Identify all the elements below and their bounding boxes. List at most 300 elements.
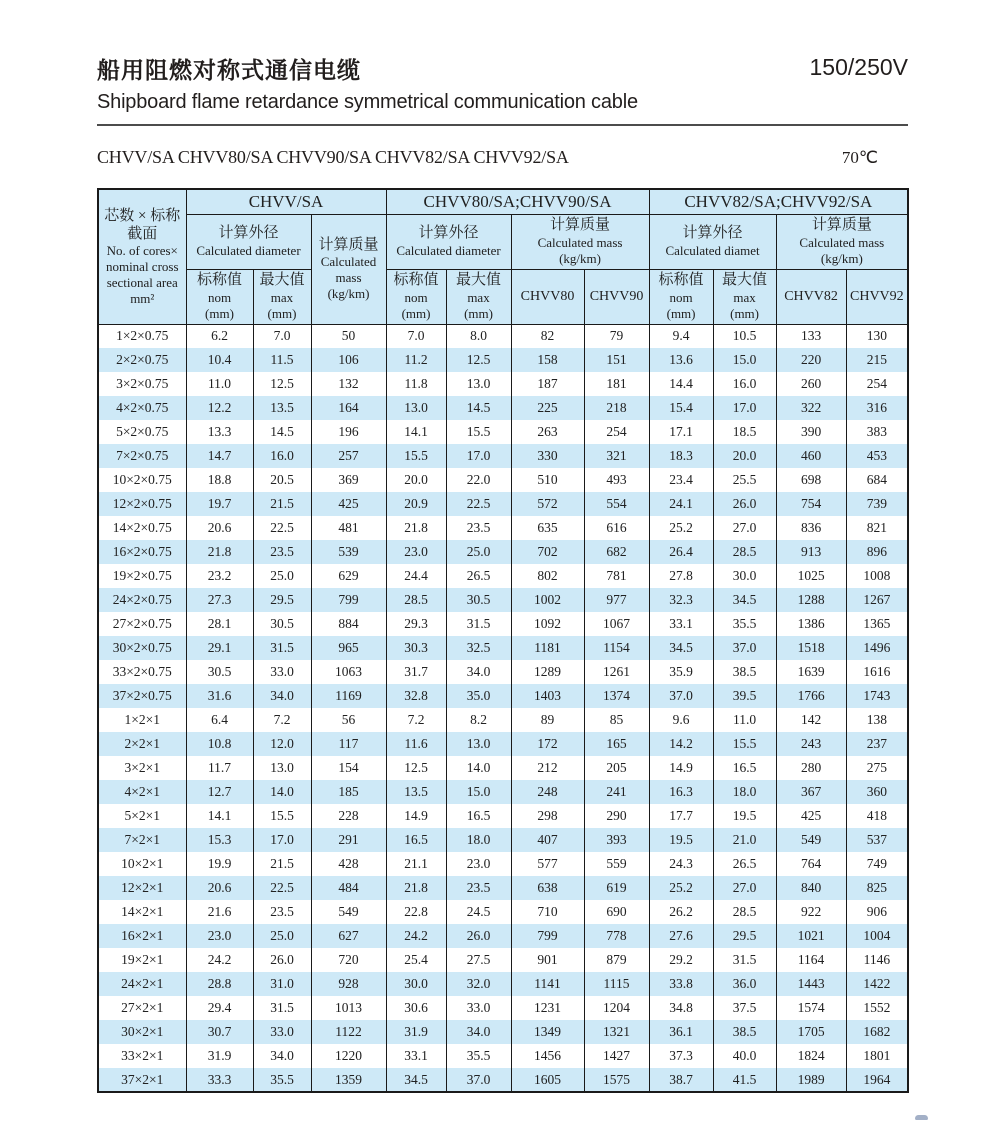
table-cell: 537 bbox=[846, 828, 908, 852]
col-header-max-3 bbox=[713, 269, 776, 324]
table-cell: 23.2 bbox=[186, 564, 253, 588]
row-label: 30×2×0.75 bbox=[98, 636, 186, 660]
table-cell: 36.0 bbox=[713, 972, 776, 996]
table-cell: 218 bbox=[584, 396, 649, 420]
table-cell: 27.5 bbox=[446, 948, 511, 972]
table-cell: 212 bbox=[511, 756, 584, 780]
table-cell: 577 bbox=[511, 852, 584, 876]
table-cell: 23.5 bbox=[446, 876, 511, 900]
nom-1-zh: 标称值 bbox=[196, 272, 242, 289]
table-cell: 1705 bbox=[776, 1020, 846, 1044]
table-cell: 25.2 bbox=[649, 876, 713, 900]
row-label: 30×2×1 bbox=[98, 1020, 186, 1044]
table-row bbox=[98, 348, 908, 372]
table-cell: 31.6 bbox=[186, 684, 253, 708]
unit-header-row bbox=[98, 269, 908, 324]
table-cell: 25.2 bbox=[649, 516, 713, 540]
table-cell: 8.2 bbox=[446, 708, 511, 732]
table-cell: 13.3 bbox=[186, 420, 253, 444]
table-cell: 12.2 bbox=[186, 396, 253, 420]
table-cell: 158 bbox=[511, 348, 584, 372]
table-cell: 6.2 bbox=[186, 324, 253, 348]
table-cell: 12.7 bbox=[186, 780, 253, 804]
table-cell: 138 bbox=[846, 708, 908, 732]
table-cell: 840 bbox=[776, 876, 846, 900]
table-cell: 1766 bbox=[776, 684, 846, 708]
table-cell: 1386 bbox=[776, 612, 846, 636]
table-cell: 35.5 bbox=[446, 1044, 511, 1068]
row-label: 3×2×1 bbox=[98, 756, 186, 780]
table-cell: 19.7 bbox=[186, 492, 253, 516]
table-cell: 275 bbox=[846, 756, 908, 780]
table-cell: 28.8 bbox=[186, 972, 253, 996]
table-cell: 21.1 bbox=[386, 852, 446, 876]
table-cell: 22.5 bbox=[253, 876, 311, 900]
row-label: 1×2×1 bbox=[98, 708, 186, 732]
table-cell: 720 bbox=[311, 948, 386, 972]
max-3-en: max bbox=[733, 289, 756, 305]
nom-2-unit: (mm) bbox=[401, 305, 431, 321]
table-cell: 572 bbox=[511, 492, 584, 516]
table-row bbox=[98, 852, 908, 876]
row-label: 1×2×0.75 bbox=[98, 324, 186, 348]
row-label: 19×2×1 bbox=[98, 948, 186, 972]
table-cell: 16.0 bbox=[253, 444, 311, 468]
table-row bbox=[98, 564, 908, 588]
table-cell: 1204 bbox=[584, 996, 649, 1020]
table-cell: 15.0 bbox=[713, 348, 776, 372]
table-cell: 237 bbox=[846, 732, 908, 756]
table-cell: 165 bbox=[584, 732, 649, 756]
table-cell: 36.1 bbox=[649, 1020, 713, 1044]
table-cell: 1002 bbox=[511, 588, 584, 612]
table-cell: 20.6 bbox=[186, 516, 253, 540]
table-cell: 428 bbox=[311, 852, 386, 876]
max-2-zh: 最大值 bbox=[456, 272, 502, 289]
col-header-chvv92: CHVV92 bbox=[846, 269, 908, 324]
table-cell: 12.5 bbox=[446, 348, 511, 372]
row-label: 7×2×1 bbox=[98, 828, 186, 852]
table-cell: 1122 bbox=[311, 1020, 386, 1044]
table-cell: 1115 bbox=[584, 972, 649, 996]
table-cell: 1349 bbox=[511, 1020, 584, 1044]
table-cell: 248 bbox=[511, 780, 584, 804]
table-cell: 1063 bbox=[311, 660, 386, 684]
table-cell: 22.5 bbox=[253, 516, 311, 540]
table-cell: 291 bbox=[311, 828, 386, 852]
table-cell: 781 bbox=[584, 564, 649, 588]
table-cell: 23.5 bbox=[253, 540, 311, 564]
table-cell: 14.0 bbox=[253, 780, 311, 804]
table-cell: 906 bbox=[846, 900, 908, 924]
table-cell: 13.5 bbox=[253, 396, 311, 420]
table-cell: 484 bbox=[311, 876, 386, 900]
mass-3-zh: 计算质量 bbox=[811, 217, 872, 234]
mass-1-en-line1: Calculated bbox=[320, 254, 377, 270]
table-cell: 15.5 bbox=[386, 444, 446, 468]
table-cell: 181 bbox=[584, 372, 649, 396]
table-cell: 698 bbox=[776, 468, 846, 492]
table-cell: 18.0 bbox=[713, 780, 776, 804]
table-cell: 23.0 bbox=[186, 924, 253, 948]
table-cell: 19.9 bbox=[186, 852, 253, 876]
row-label: 5×2×0.75 bbox=[98, 420, 186, 444]
row-label: 27×2×0.75 bbox=[98, 612, 186, 636]
table-cell: 34.0 bbox=[253, 684, 311, 708]
table-row bbox=[98, 1044, 908, 1068]
table-cell: 453 bbox=[846, 444, 908, 468]
table-cell: 12.0 bbox=[253, 732, 311, 756]
col-header-nom-3 bbox=[649, 269, 713, 324]
diameter-1-zh: 计算外径 bbox=[218, 225, 279, 242]
table-cell: 11.8 bbox=[386, 372, 446, 396]
table-row bbox=[98, 324, 908, 348]
table-cell: 10.4 bbox=[186, 348, 253, 372]
table-cell: 24.2 bbox=[186, 948, 253, 972]
cores-area-unit: mm² bbox=[130, 290, 155, 306]
table-cell: 764 bbox=[776, 852, 846, 876]
table-cell: 24.5 bbox=[446, 900, 511, 924]
table-cell: 425 bbox=[776, 804, 846, 828]
table-cell: 22.5 bbox=[446, 492, 511, 516]
table-cell: 1616 bbox=[846, 660, 908, 684]
table-cell: 16.5 bbox=[446, 804, 511, 828]
table-cell: 1964 bbox=[846, 1068, 908, 1092]
row-label: 4×2×1 bbox=[98, 780, 186, 804]
table-cell: 31.9 bbox=[186, 1044, 253, 1068]
table-row bbox=[98, 708, 908, 732]
table-cell: 559 bbox=[584, 852, 649, 876]
table-cell: 15.5 bbox=[446, 420, 511, 444]
table-cell: 481 bbox=[311, 516, 386, 540]
table-cell: 14.2 bbox=[649, 732, 713, 756]
table-cell: 1496 bbox=[846, 636, 908, 660]
table-cell: 263 bbox=[511, 420, 584, 444]
table-cell: 254 bbox=[846, 372, 908, 396]
table-cell: 82 bbox=[511, 324, 584, 348]
table-cell: 778 bbox=[584, 924, 649, 948]
table-cell: 1422 bbox=[846, 972, 908, 996]
table-cell: 154 bbox=[311, 756, 386, 780]
diameter-2-en: Calculated diameter bbox=[396, 242, 501, 258]
table-cell: 30.5 bbox=[186, 660, 253, 684]
table-cell: 616 bbox=[584, 516, 649, 540]
table-cell: 393 bbox=[584, 828, 649, 852]
table-cell: 690 bbox=[584, 900, 649, 924]
table-cell: 27.0 bbox=[713, 876, 776, 900]
table-cell: 151 bbox=[584, 348, 649, 372]
table-cell: 280 bbox=[776, 756, 846, 780]
table-cell: 26.2 bbox=[649, 900, 713, 924]
table-cell: 10.8 bbox=[186, 732, 253, 756]
table-cell: 28.5 bbox=[386, 588, 446, 612]
table-cell: 1518 bbox=[776, 636, 846, 660]
table-cell: 16.3 bbox=[649, 780, 713, 804]
row-label: 14×2×0.75 bbox=[98, 516, 186, 540]
table-cell: 836 bbox=[776, 516, 846, 540]
table-cell: 25.0 bbox=[253, 924, 311, 948]
table-cell: 30.0 bbox=[386, 972, 446, 996]
cores-area-en-line3: sectional area bbox=[106, 275, 178, 291]
table-cell: 977 bbox=[584, 588, 649, 612]
table-cell: 29.3 bbox=[386, 612, 446, 636]
table-cell: 22.0 bbox=[446, 468, 511, 492]
table-cell: 38.5 bbox=[713, 1020, 776, 1044]
table-cell: 825 bbox=[846, 876, 908, 900]
diameter-1-en: Calculated diameter bbox=[196, 242, 301, 258]
table-cell: 30.0 bbox=[713, 564, 776, 588]
row-label: 3×2×0.75 bbox=[98, 372, 186, 396]
table-cell: 407 bbox=[511, 828, 584, 852]
table-cell: 30.5 bbox=[446, 588, 511, 612]
table-cell: 14.9 bbox=[386, 804, 446, 828]
nom-1-unit: (mm) bbox=[205, 305, 234, 321]
table-cell: 38.7 bbox=[649, 1068, 713, 1092]
col-header-mass-2 bbox=[511, 214, 649, 269]
mass-1-unit: (kg/km) bbox=[327, 286, 370, 302]
table-cell: 629 bbox=[311, 564, 386, 588]
table-cell: 21.5 bbox=[253, 492, 311, 516]
row-label: 10×2×1 bbox=[98, 852, 186, 876]
table-row bbox=[98, 612, 908, 636]
table-cell: 1181 bbox=[511, 636, 584, 660]
table-cell: 15.5 bbox=[713, 732, 776, 756]
table-cell: 32.0 bbox=[446, 972, 511, 996]
table-cell: 1092 bbox=[511, 612, 584, 636]
table-cell: 27.0 bbox=[713, 516, 776, 540]
table-cell: 225 bbox=[511, 396, 584, 420]
table-cell: 85 bbox=[584, 708, 649, 732]
table-cell: 241 bbox=[584, 780, 649, 804]
table-cell: 1154 bbox=[584, 636, 649, 660]
table-cell: 739 bbox=[846, 492, 908, 516]
table-cell: 33.1 bbox=[386, 1044, 446, 1068]
table-cell: 29.1 bbox=[186, 636, 253, 660]
table-cell: 21.0 bbox=[713, 828, 776, 852]
row-label: 14×2×1 bbox=[98, 900, 186, 924]
table-cell: 28.1 bbox=[186, 612, 253, 636]
table-cell: 510 bbox=[511, 468, 584, 492]
table-cell: 35.5 bbox=[713, 612, 776, 636]
col-header-diameter-1 bbox=[186, 214, 311, 269]
table-cell: 79 bbox=[584, 324, 649, 348]
table-cell: 164 bbox=[311, 396, 386, 420]
table-cell: 29.4 bbox=[186, 996, 253, 1020]
table-cell: 133 bbox=[776, 324, 846, 348]
table-cell: 13.0 bbox=[253, 756, 311, 780]
table-cell: 257 bbox=[311, 444, 386, 468]
title-divider bbox=[97, 124, 908, 126]
mass-3-unit: (kg/km) bbox=[820, 250, 863, 266]
nom-1-en: nom bbox=[207, 289, 232, 305]
table-cell: 11.7 bbox=[186, 756, 253, 780]
max-1-unit: (mm) bbox=[267, 305, 297, 321]
table-cell: 7.2 bbox=[253, 708, 311, 732]
spec-table-head bbox=[98, 189, 908, 324]
table-cell: 702 bbox=[511, 540, 584, 564]
page-title-zh: 船用阻燃对称式通信电缆 bbox=[97, 57, 361, 83]
table-cell: 13.0 bbox=[446, 732, 511, 756]
col-header-mass-1 bbox=[311, 214, 386, 324]
table-cell: 1146 bbox=[846, 948, 908, 972]
table-cell: 928 bbox=[311, 972, 386, 996]
table-cell: 1267 bbox=[846, 588, 908, 612]
table-cell: 21.8 bbox=[186, 540, 253, 564]
table-cell: 24.3 bbox=[649, 852, 713, 876]
mass-3-en: Calculated mass bbox=[799, 234, 885, 250]
table-cell: 260 bbox=[776, 372, 846, 396]
table-cell: 27.6 bbox=[649, 924, 713, 948]
page-marker-dot bbox=[915, 1115, 928, 1120]
table-cell: 89 bbox=[511, 708, 584, 732]
table-cell: 6.4 bbox=[186, 708, 253, 732]
table-cell: 619 bbox=[584, 876, 649, 900]
table-cell: 367 bbox=[776, 780, 846, 804]
table-cell: 684 bbox=[846, 468, 908, 492]
row-label: 37×2×0.75 bbox=[98, 684, 186, 708]
row-label: 10×2×0.75 bbox=[98, 468, 186, 492]
diameter-3-zh: 计算外径 bbox=[682, 225, 743, 242]
nom-2-en: nom bbox=[404, 289, 428, 305]
table-cell: 1220 bbox=[311, 1044, 386, 1068]
table-cell: 635 bbox=[511, 516, 584, 540]
table-cell: 30.3 bbox=[386, 636, 446, 660]
title-block bbox=[97, 52, 638, 114]
table-cell: 37.0 bbox=[446, 1068, 511, 1092]
table-cell: 130 bbox=[846, 324, 908, 348]
page-title-en: Shipboard flame retardance symmetrical communication cable bbox=[97, 91, 638, 113]
col-header-chvv80: CHVV80 bbox=[511, 269, 584, 324]
table-cell: 710 bbox=[511, 900, 584, 924]
table-cell: 1013 bbox=[311, 996, 386, 1020]
table-row bbox=[98, 468, 908, 492]
table-cell: 37.0 bbox=[713, 636, 776, 660]
cores-area-zh-line2: 截面 bbox=[127, 226, 158, 243]
table-cell: 132 bbox=[311, 372, 386, 396]
col-header-cores-area bbox=[98, 189, 186, 324]
table-cell: 23.4 bbox=[649, 468, 713, 492]
diameter-2-zh: 计算外径 bbox=[418, 225, 479, 242]
table-cell: 11.0 bbox=[713, 708, 776, 732]
table-cell: 28.5 bbox=[713, 540, 776, 564]
table-row bbox=[98, 540, 908, 564]
col-header-chvv90: CHVV90 bbox=[584, 269, 649, 324]
table-cell: 1321 bbox=[584, 1020, 649, 1044]
table-cell: 16.0 bbox=[713, 372, 776, 396]
table-cell: 37.3 bbox=[649, 1044, 713, 1068]
table-cell: 1288 bbox=[776, 588, 846, 612]
table-cell: 33.0 bbox=[253, 1020, 311, 1044]
row-label: 2×2×1 bbox=[98, 732, 186, 756]
table-cell: 14.1 bbox=[386, 420, 446, 444]
table-row bbox=[98, 372, 908, 396]
table-cell: 1004 bbox=[846, 924, 908, 948]
table-row bbox=[98, 420, 908, 444]
table-cell: 172 bbox=[511, 732, 584, 756]
table-row bbox=[98, 804, 908, 828]
table-cell: 24.1 bbox=[649, 492, 713, 516]
table-row bbox=[98, 948, 908, 972]
table-cell: 627 bbox=[311, 924, 386, 948]
group-header-chvv-sa: CHVV/SA bbox=[186, 189, 386, 214]
voltage-rating: 150/250V bbox=[809, 54, 908, 80]
table-cell: 19.5 bbox=[713, 804, 776, 828]
table-cell: 33.3 bbox=[186, 1068, 253, 1092]
row-label: 33×2×1 bbox=[98, 1044, 186, 1068]
table-cell: 21.6 bbox=[186, 900, 253, 924]
temperature-rating: 70℃ bbox=[841, 148, 878, 167]
table-cell: 1456 bbox=[511, 1044, 584, 1068]
table-cell: 20.5 bbox=[253, 468, 311, 492]
table-cell: 554 bbox=[584, 492, 649, 516]
table-cell: 14.5 bbox=[253, 420, 311, 444]
table-cell: 215 bbox=[846, 348, 908, 372]
table-cell: 17.7 bbox=[649, 804, 713, 828]
table-cell: 34.0 bbox=[446, 660, 511, 684]
table-cell: 1025 bbox=[776, 564, 846, 588]
table-cell: 24.2 bbox=[386, 924, 446, 948]
cores-area-zh-line1: 芯数 × 标称 bbox=[104, 207, 181, 224]
table-cell: 26.5 bbox=[446, 564, 511, 588]
max-1-zh: 最大值 bbox=[259, 272, 305, 289]
table-cell: 18.3 bbox=[649, 444, 713, 468]
col-header-diameter-3 bbox=[649, 214, 776, 269]
table-cell: 13.0 bbox=[446, 372, 511, 396]
table-cell: 1374 bbox=[584, 684, 649, 708]
table-cell: 1743 bbox=[846, 684, 908, 708]
row-label: 27×2×1 bbox=[98, 996, 186, 1020]
table-cell: 185 bbox=[311, 780, 386, 804]
table-cell: 1989 bbox=[776, 1068, 846, 1092]
max-2-en: max bbox=[467, 289, 490, 305]
row-label: 5×2×1 bbox=[98, 804, 186, 828]
nom-2-zh: 标称值 bbox=[393, 272, 439, 289]
table-cell: 1231 bbox=[511, 996, 584, 1020]
table-cell: 31.9 bbox=[386, 1020, 446, 1044]
table-cell: 31.7 bbox=[386, 660, 446, 684]
table-cell: 1552 bbox=[846, 996, 908, 1020]
nom-3-en: nom bbox=[669, 289, 693, 305]
table-cell: 1824 bbox=[776, 1044, 846, 1068]
table-cell: 25.0 bbox=[446, 540, 511, 564]
table-cell: 1021 bbox=[776, 924, 846, 948]
table-cell: 316 bbox=[846, 396, 908, 420]
table-cell: 330 bbox=[511, 444, 584, 468]
table-cell: 21.8 bbox=[386, 516, 446, 540]
table-cell: 20.0 bbox=[386, 468, 446, 492]
table-cell: 50 bbox=[311, 324, 386, 348]
table-cell: 13.5 bbox=[386, 780, 446, 804]
mass-2-en: Calculated mass bbox=[537, 234, 623, 250]
table-cell: 35.9 bbox=[649, 660, 713, 684]
row-label: 4×2×0.75 bbox=[98, 396, 186, 420]
table-cell: 1574 bbox=[776, 996, 846, 1020]
table-cell: 1067 bbox=[584, 612, 649, 636]
table-row bbox=[98, 1068, 908, 1092]
table-cell: 21.8 bbox=[386, 876, 446, 900]
col-header-chvv82: CHVV82 bbox=[776, 269, 846, 324]
row-label: 16×2×0.75 bbox=[98, 540, 186, 564]
table-cell: 117 bbox=[311, 732, 386, 756]
table-cell: 20.0 bbox=[713, 444, 776, 468]
table-cell: 821 bbox=[846, 516, 908, 540]
table-cell: 34.5 bbox=[649, 636, 713, 660]
table-cell: 35.5 bbox=[253, 1068, 311, 1092]
table-cell: 26.0 bbox=[253, 948, 311, 972]
table-row bbox=[98, 1020, 908, 1044]
table-cell: 15.5 bbox=[253, 804, 311, 828]
table-cell: 1801 bbox=[846, 1044, 908, 1068]
